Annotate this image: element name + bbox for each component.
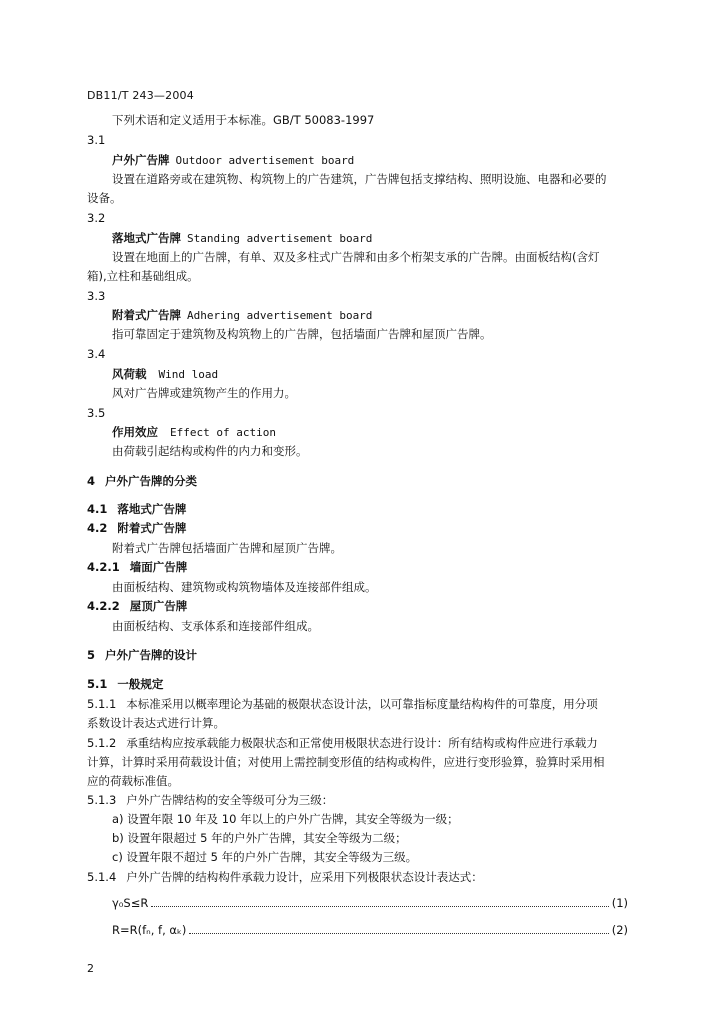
clause-number: 5.1.2	[87, 736, 117, 750]
clause	[87, 696, 598, 712]
subsection-number: 4.2.1	[87, 560, 120, 574]
list-item: b) 设置年限超过 5 年的户外广告牌，其安全等级为二级；	[112, 831, 407, 845]
term-number: 3.1	[87, 133, 106, 147]
clause-number: 5.1.1	[87, 697, 117, 711]
term-cn: 作用效应	[112, 425, 158, 439]
term-title	[112, 424, 276, 441]
subsection-title: 落地式广告牌	[117, 502, 187, 516]
term-title	[112, 307, 372, 324]
clause-text: 本标准采用以概率理论为基础的极限状态设计法，以可靠指标度量结构构件的可靠度，用分项	[126, 697, 598, 711]
clause-text: 计算，计算时采用荷载设计值；对使用上需控制变形值的结构或构件，应进行变形验算，验算时采用相	[87, 755, 605, 769]
section-number: 4	[87, 474, 96, 488]
subsection-title: 一般规定	[117, 677, 164, 691]
term-en: Standing advertisement board	[187, 232, 373, 245]
clause-text: 应的荷载标准值。	[87, 774, 179, 788]
paragraph: 由面板结构、建筑物或构筑物墙体及连接部件组成。	[112, 580, 377, 594]
standard-code-header: DB11/T 243—2004	[87, 89, 194, 102]
term-title	[112, 152, 354, 169]
clause	[87, 792, 333, 808]
equation-number: (2)	[611, 923, 628, 937]
term-cn: 落地式广告牌	[112, 231, 181, 245]
clause-number: 5.1.4	[87, 870, 117, 884]
subsection-title: 附着式广告牌	[117, 521, 187, 535]
clause-text: 户外广告牌结构的安全等级可分为三级：	[126, 793, 334, 807]
term-title	[112, 230, 372, 247]
term-en: Wind load	[158, 368, 219, 381]
subsection-heading	[87, 520, 186, 536]
term-definition: 箱),立柱和基础组成。	[87, 269, 199, 283]
subsection-heading	[87, 501, 186, 517]
term-definition: 风对广告牌或建筑物产生的作用力。	[112, 386, 296, 400]
clause-number: 5.1.3	[87, 793, 117, 807]
term-en: Effect of action	[170, 426, 276, 439]
subsection-number: 5.1	[87, 677, 108, 691]
formula-line	[112, 895, 628, 911]
term-cn: 附着式广告牌	[112, 308, 181, 322]
term-definition: 指可靠固定于建筑物及构筑物上的广告牌，包括墙面广告牌和屋顶广告牌。	[112, 327, 492, 341]
formula-leader	[151, 905, 608, 907]
term-number: 3.4	[87, 347, 106, 361]
equation-number: (1)	[611, 896, 628, 910]
subsection-title: 墙面广告牌	[129, 560, 188, 574]
term-en: Adhering advertisement board	[187, 309, 373, 322]
subsection-number: 4.2	[87, 521, 108, 535]
paragraph: 附着式广告牌包括墙面广告牌和屋顶广告牌。	[112, 541, 342, 555]
subsection-title: 屋顶广告牌	[129, 599, 188, 613]
section-heading	[87, 473, 197, 489]
term-definition: 设置在地面上的广告牌，有单、双及多柱式广告牌和由多个桁架支承的广告牌。由面板结构(含灯	[112, 250, 600, 264]
term-definition: 设置在道路旁或在建筑物、构筑物上的广告建筑，广告牌包括支撑结构、照明设施、电器和必要的	[112, 172, 607, 186]
subsection-number: 4.1	[87, 502, 108, 516]
subsection-heading	[87, 559, 187, 575]
term-title	[112, 366, 218, 383]
subsection-number: 4.2.2	[87, 599, 120, 613]
section-title: 户外广告牌的设计	[105, 648, 198, 662]
formula-line	[112, 922, 628, 938]
section-number: 5	[87, 648, 96, 662]
list-item: c) 设置年限不超过 5 年的户外广告牌，其安全等级为三级。	[112, 850, 418, 864]
term-number: 3.3	[87, 289, 106, 303]
list-item: a) 设置年限 10 年及 10 年以上的户外广告牌，其安全等级为一级；	[112, 812, 459, 826]
formula-expression: R=R(fₙ, f, αₖ)	[112, 923, 187, 937]
term-definition: 设备。	[87, 191, 122, 205]
clause-text: 系数设计表达式进行计算。	[87, 716, 225, 730]
clause	[87, 735, 598, 751]
term-number: 3.2	[87, 211, 106, 225]
paragraph: 由面板结构、支承体系和连接部件组成。	[112, 619, 319, 633]
formula-expression: γ₀S≤R	[112, 896, 149, 910]
term-cn: 户外广告牌	[112, 153, 170, 167]
clause	[87, 869, 483, 885]
subsection-heading	[87, 676, 163, 692]
term-cn: 风荷载	[112, 367, 147, 381]
subsection-heading	[87, 598, 187, 614]
term-definition: 由荷载引起结构或构件的内力和变形。	[112, 444, 308, 458]
term-en: Outdoor advertisement board	[175, 154, 355, 167]
terms-intro: 下列术语和定义适用于本标准。GB/T 50083-1997	[112, 113, 375, 127]
clause-text: 户外广告牌的结构构件承载力设计，应采用下列极限状态设计表达式：	[126, 870, 483, 884]
formula-leader	[189, 932, 608, 934]
page-number: 2	[87, 962, 94, 975]
section-heading	[87, 647, 197, 663]
clause-text: 承重结构应按承载能力极限状态和正常使用极限状态进行设计：所有结构或构件应进行承载力	[126, 736, 598, 750]
term-number: 3.5	[87, 406, 106, 420]
section-title: 户外广告牌的分类	[105, 474, 198, 488]
